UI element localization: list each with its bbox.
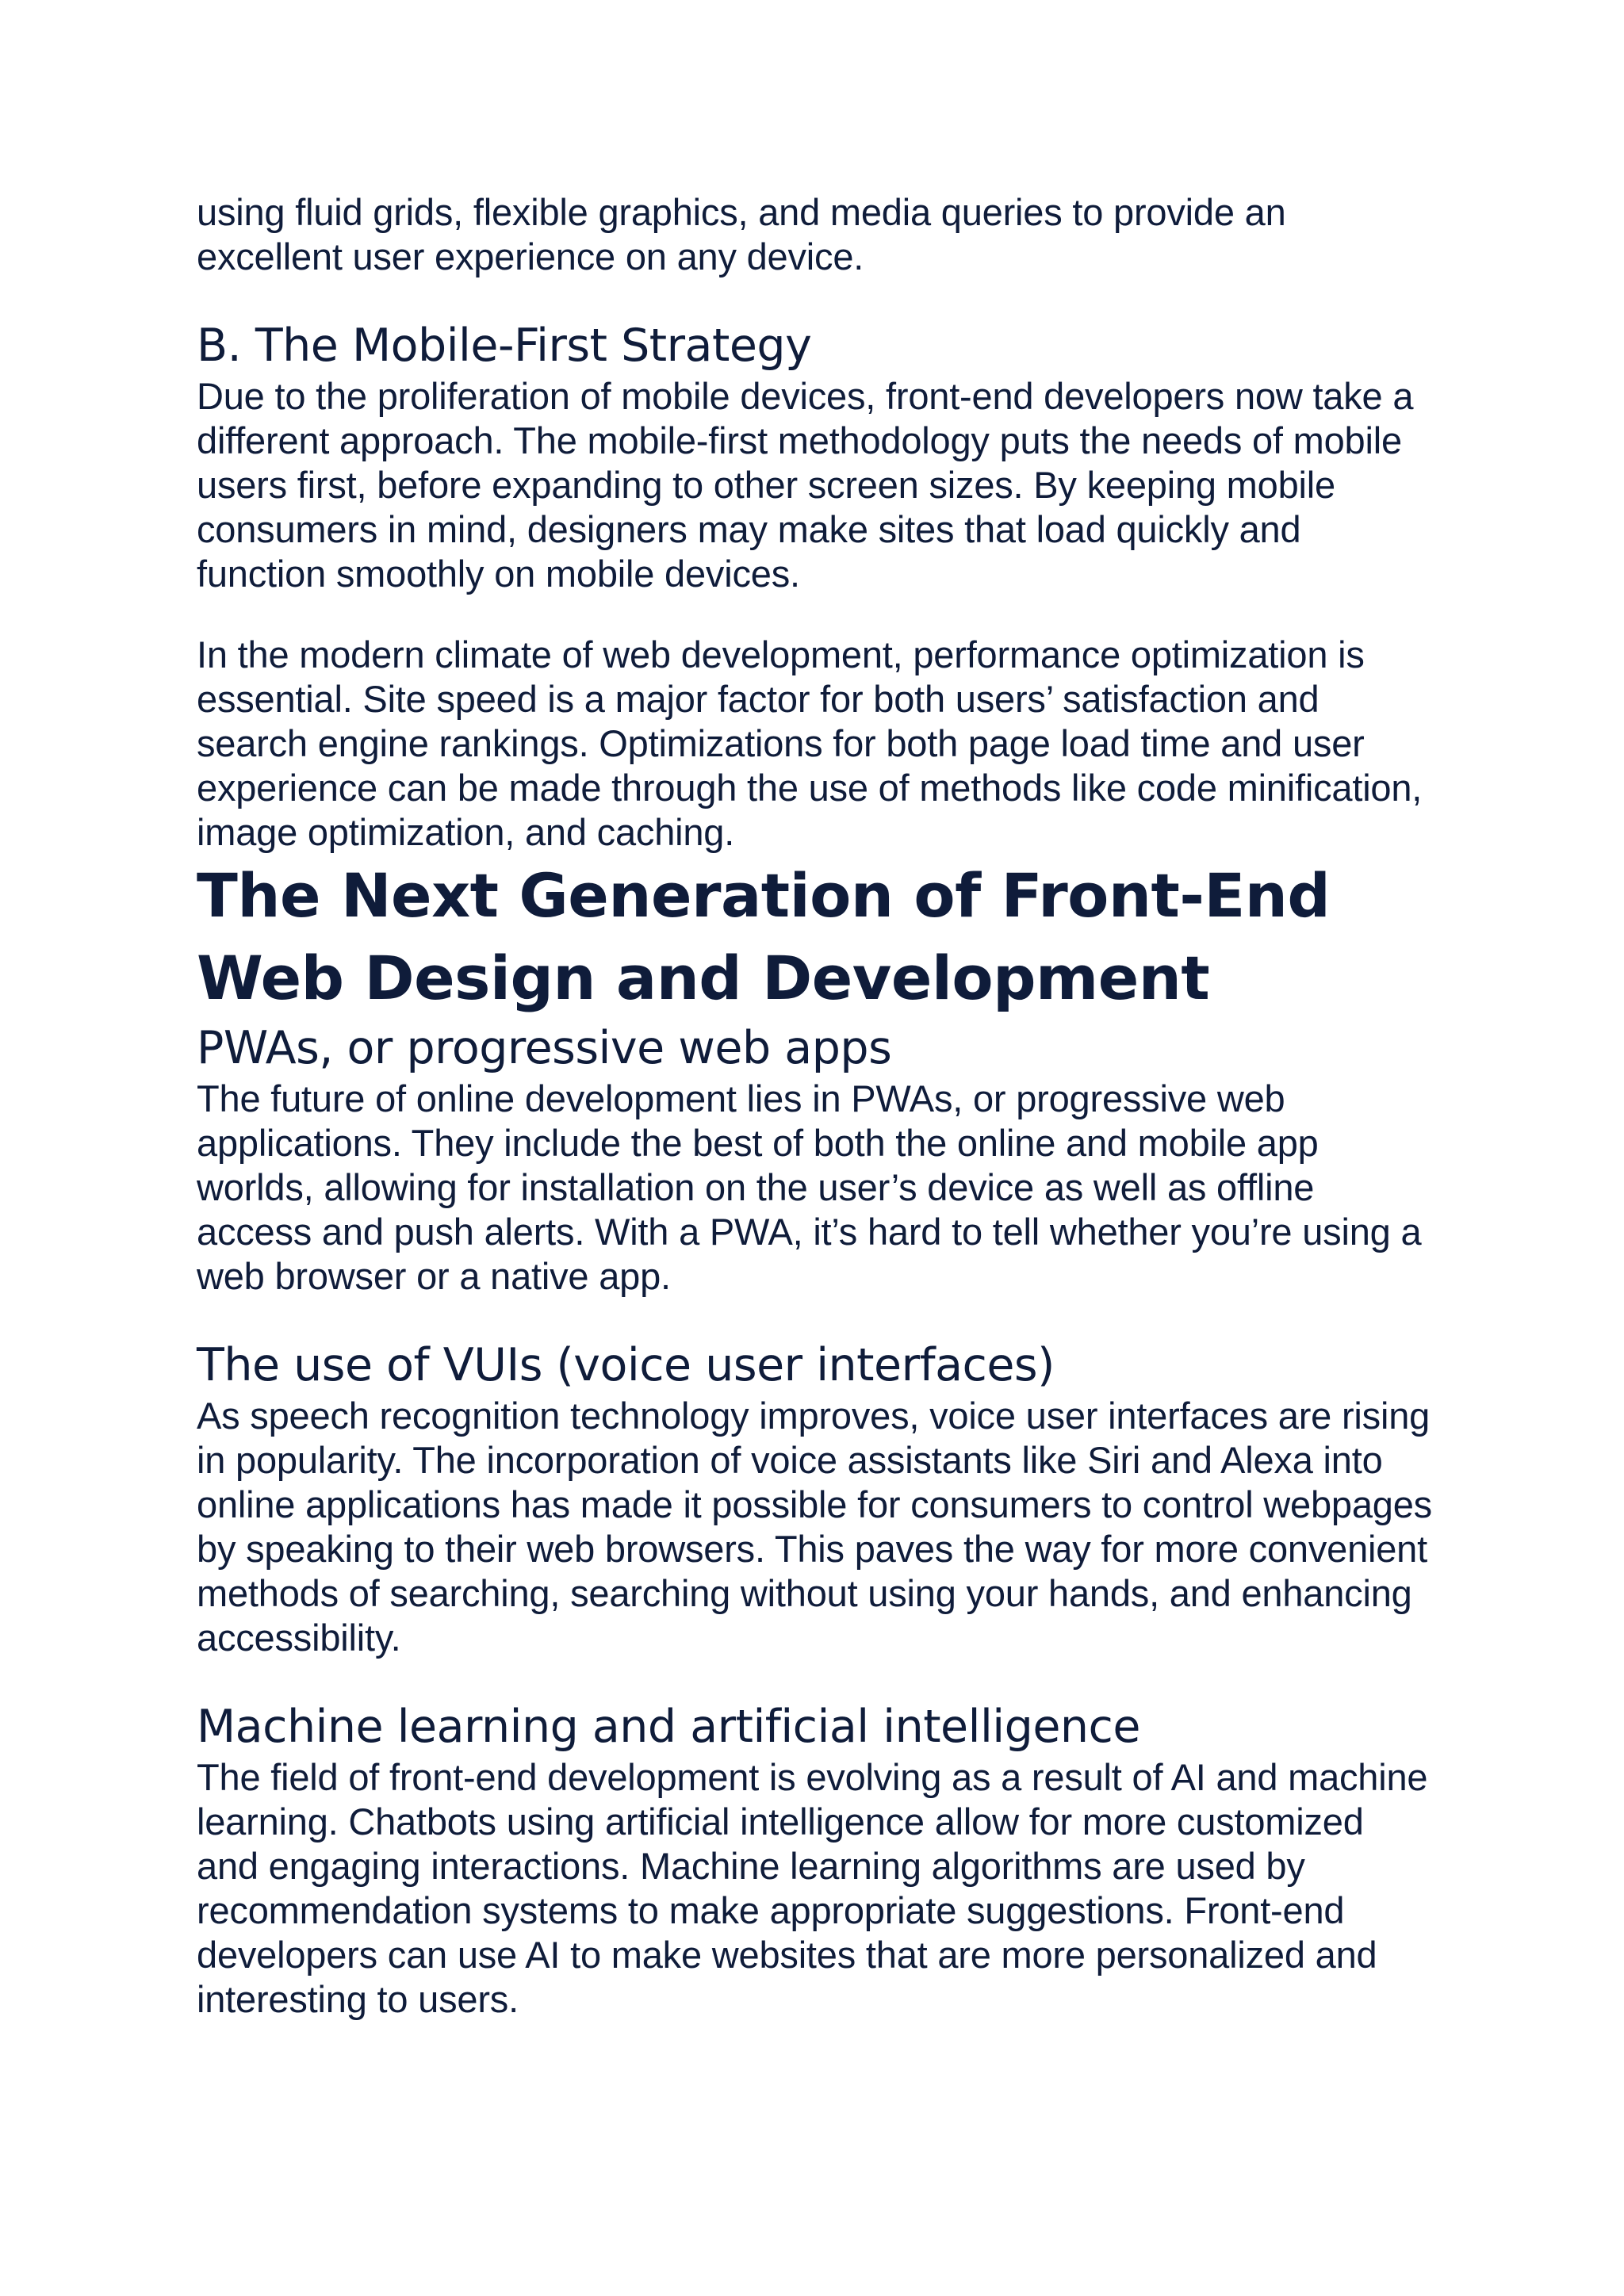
document-page <box>197 190 1434 2022</box>
ai-paragraph: The field of front-end development is evolving as a result of AI and machine learning. Chatbots using artificial intelligence allow for more customized and engaging interactions. Machine learning algorithms are used by recommendation systems to make appropriate suggestions. Front-end developers can use AI to make websites that are more personalized and interesting to users. <box>197 1756 1428 2020</box>
vui-heading: The use of VUIs (voice user interfaces) <box>197 1339 1055 1391</box>
ai-heading: Machine learning and artificial intelligence <box>197 1701 1140 1753</box>
mobile-first-paragraph: Due to the proliferation of mobile devices, front-end developers now take a different approach. The mobile-first methodology puts the needs of mobile users first, before expanding to other screen sizes. By keeping mobile consumers in mind, designers may make sites that load quickly and function smoothly on mobile devices. <box>197 375 1414 595</box>
mobile-first-heading: B. The Mobile-First Strategy <box>197 320 812 372</box>
intro-continuation-paragraph: using fluid grids, flexible graphics, and media queries to provide an excellent user experience on any device. <box>197 191 1286 277</box>
performance-paragraph: In the modern climate of web development, performance optimization is essential. Site speed is a major factor for both users’ satisfaction and search engine rankings. Optimizations for both page load time and user experience can be made through the use of methods like code minification, image optimization, and caching. <box>197 633 1423 853</box>
pwa-heading: PWAs, or progressive web apps <box>197 1022 892 1074</box>
vui-paragraph: As speech recognition technology improves, voice user interfaces are rising in popularity. The incorporation of voice assistants like Siri and Alexa into online applications has made it possible for consumers to control webpages by speaking to their web browsers. This paves the way for more convenient methods of searching, searching without using your hands, and enhancing accessibility. <box>197 1395 1432 1659</box>
pwa-paragraph: The future of online development lies in PWAs, or progressive web applications. They include the best of both the online and mobile app worlds, allowing for installation on the user’s device as well as offline access and push alerts. With a PWA, it’s hard to tell whether you’re using a web browser or a native app. <box>197 1077 1422 1297</box>
next-generation-heading: The Next Generation of Front-End Web Design and Development <box>197 860 1331 1013</box>
